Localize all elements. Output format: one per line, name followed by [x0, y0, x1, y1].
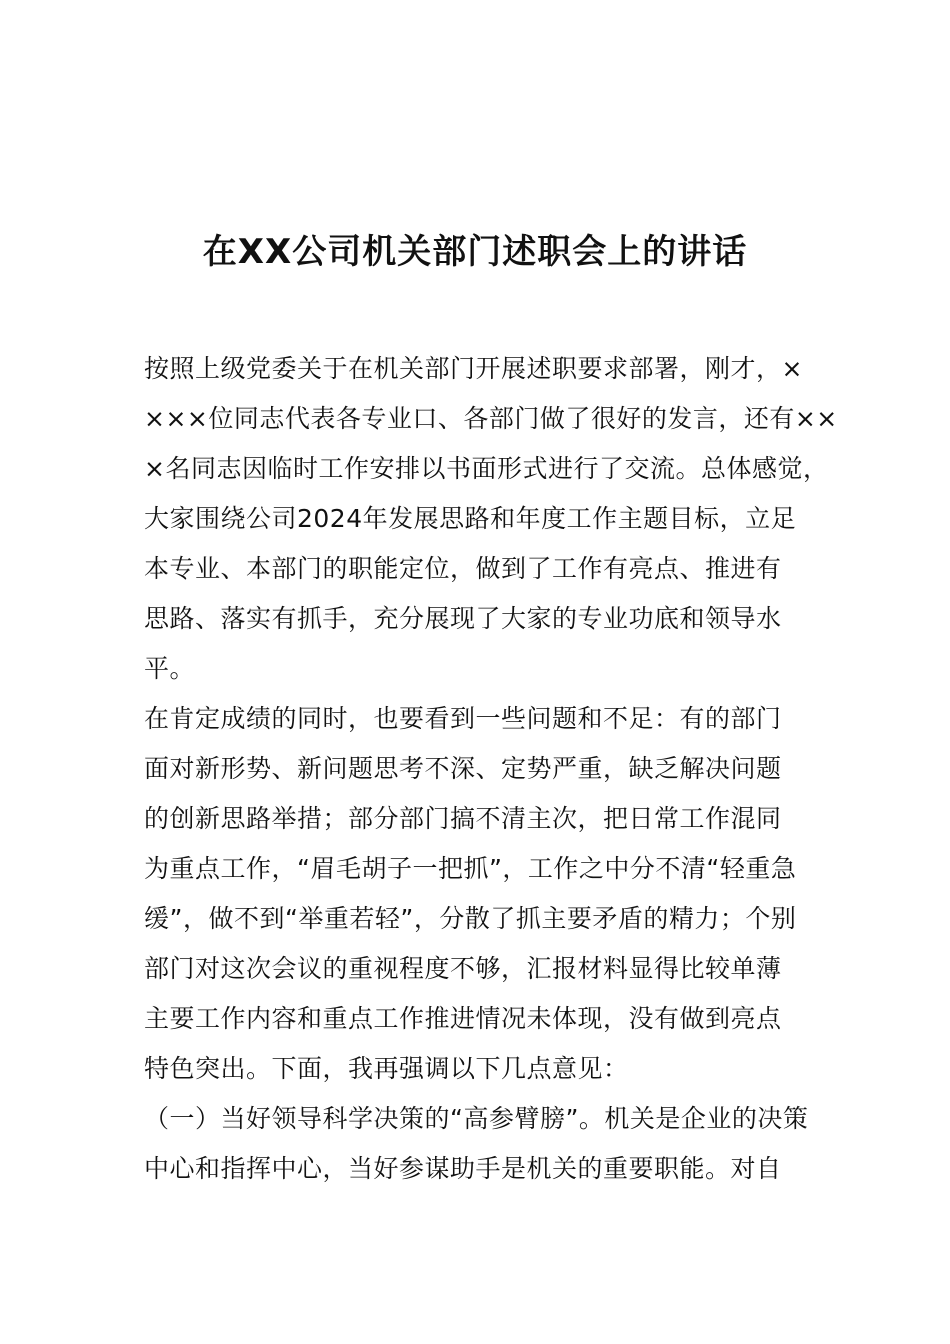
text-line: 主要工作内容和重点工作推进情况未体现，没有做到亮点 — [144, 1004, 782, 1033]
text-line: 为重点工作，“眉毛胡子一把抓”，工作之中分不清“轻重急 — [144, 854, 797, 883]
text-line: 缓”，做不到“举重若轻”，分散了抓主要矛盾的精力；个别 — [144, 904, 797, 933]
text-line: 平。 — [144, 654, 196, 683]
text-line: 面对新形势、新问题思考不深、定势严重，缺乏解决问题 — [144, 754, 782, 783]
text-line: 大家围绕公司2024年发展思路和年度工作主题目标，立足 — [144, 504, 797, 533]
text-line: 思路、落实有抓手，充分展现了大家的专业功底和领导水 — [144, 604, 782, 633]
text-line: 特色突出。下面，我再强调以下几点意见： — [144, 1054, 629, 1083]
text-line: （一）当好领导科学决策的“高参臂膀”。机关是企业的决策 — [144, 1104, 809, 1133]
text-line: 的创新思路举措；部分部门搞不清主次，把日常工作混同 — [144, 804, 782, 833]
text-line: ×名同志因临时工作安排以书面形式进行了交流。总体感觉， — [144, 454, 829, 483]
text-line: 本专业、本部门的职能定位，做到了工作有亮点、推进有 — [144, 554, 782, 583]
text-line: 部门对这次会议的重视程度不够，汇报材料显得比较单薄 — [144, 954, 782, 983]
text-line: 在肯定成绩的同时，也要看到一些问题和不足：有的部门 — [144, 704, 782, 733]
text-line: 按照上级党委关于在机关部门开展述职要求部署，刚才，× — [144, 354, 803, 383]
text-line: 中心和指挥中心，当好参谋助手是机关的重要职能。对自 — [144, 1154, 782, 1183]
text-line: ×××位同志代表各专业口、各部门做了很好的发言，还有×× — [144, 404, 838, 433]
document-title: 在XX公司机关部门述职会上的讲话 — [202, 231, 748, 272]
document-body — [144, 344, 844, 1194]
